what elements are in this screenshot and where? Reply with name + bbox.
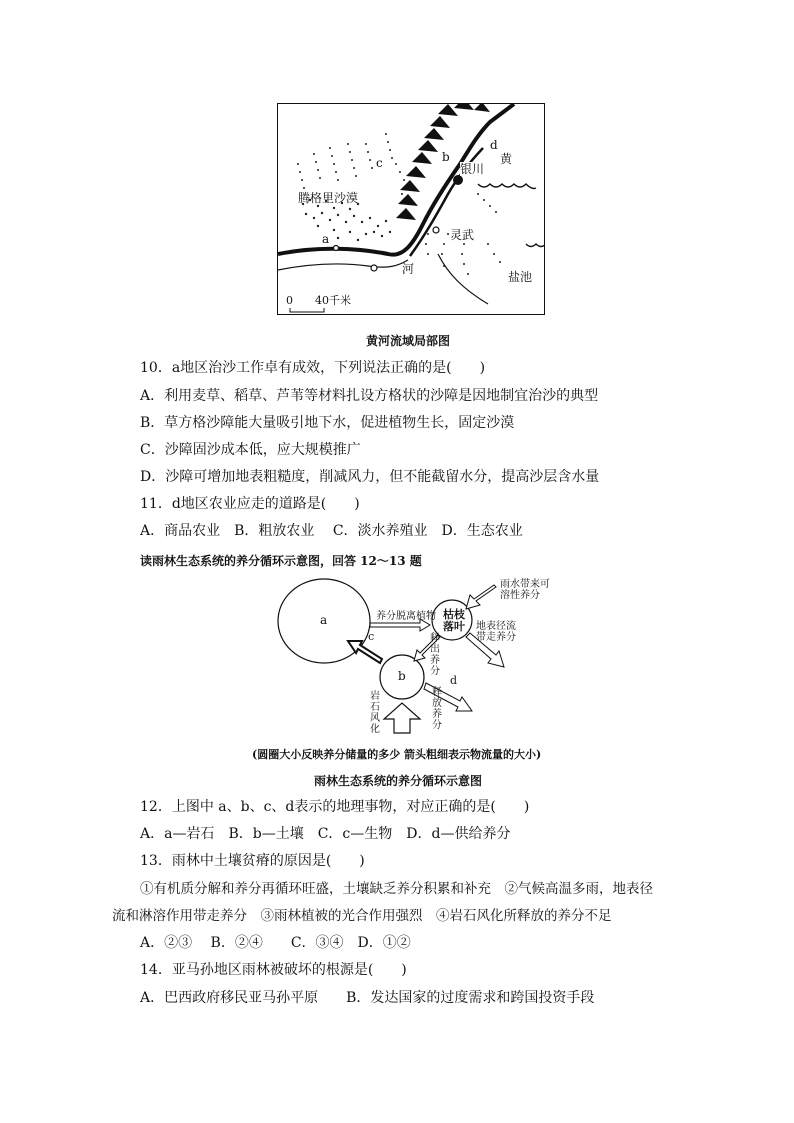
lingwu-label: 灵武 [450, 228, 475, 242]
q13-line2: 流和淋溶作用带走养分 ③雨林植被的光合作用强烈 ④岩石风化所释放的养分不足 [112, 908, 612, 924]
q10-stem: 10．a地区治沙工作卓有成效，下列说法正确的是( ) [140, 360, 486, 376]
map-drawing [278, 104, 545, 315]
yellow-river-map [277, 103, 545, 315]
q13-options: A．②③ B．②④ C．③④ D．①② [140, 935, 411, 951]
weathering-label: 岩 石 风 化 [370, 691, 380, 735]
runoff-label: 地表径流 带走养分 [476, 621, 516, 643]
huang-label: 黄 [500, 152, 513, 166]
q12-options: A．a—岩石 B．b—土壤 C．c—生物 D．d—供给养分 [140, 826, 511, 842]
q10-option-b: B．草方格沙障能大量吸引地下水，促进植物生长，固定沙漠 [140, 415, 515, 431]
arrow-c-label: c [368, 630, 375, 643]
nutrient-cycle-diagram [270, 573, 570, 743]
diagram-b-label: b [398, 669, 406, 683]
q14-stem: 14．亚马孙地区雨林被破坏的根源是( ) [140, 962, 407, 978]
q13-stem: 13．雨林中土壤贫瘠的原因是( ) [140, 853, 365, 869]
absorb-label: 养分脱离植物 [376, 611, 436, 622]
release1-label: 释 出 养 分 [430, 633, 440, 677]
release2-label: 释 放 养 分 [432, 687, 442, 731]
q10-option-c: C．沙障固沙成本低，应大规模推广 [140, 442, 361, 458]
q11-stem: 11．d地区农业应走的道路是( ) [140, 496, 360, 512]
scale-label: 0 40千米 [286, 294, 351, 307]
rain-label: 雨水带来可 溶性养分 [500, 579, 550, 601]
q11-options: A．商品农业 B．粗放农业 C．淡水养殖业 D．生态农业 [140, 523, 523, 539]
q10-option-d: D．沙障可增加地表粗糙度，削减风力，但不能截留水分，提高沙层含水量 [140, 469, 600, 485]
yinchuan-marker [453, 175, 463, 185]
litter-label: 枯枝 落叶 [443, 608, 465, 633]
diagram-caption: 雨林生态系统的养分循环示意图 [314, 774, 483, 788]
yanchi-label: 盐池 [508, 270, 533, 284]
point-a-label: a [322, 232, 330, 246]
he-label: 河 [402, 262, 415, 276]
point-d-label: d [490, 138, 498, 152]
q12-stem: 12．上图中 a、b、c、d表示的地理事物，对应正确的是( ) [140, 799, 530, 815]
arrow-d-label: d [450, 674, 458, 687]
diagram-a-label: a [320, 613, 328, 627]
section-intro: 读雨林生态系统的养分循环示意图，回答 12～13 题 [140, 554, 422, 568]
diagram-note: (圆圈大小反映养分储量的多少 箭头粗细表示物流量的大小) [252, 748, 542, 761]
q14-options: A．巴西政府移民亚马孙平原 B．发达国家的过度需求和跨国投资手段 [140, 990, 595, 1006]
q10-option-a: A．利用麦草、稻草、芦苇等材料扎设方格状的沙障是因地制宜治沙的典型 [140, 388, 599, 404]
yinchuan-label: 银川 [460, 162, 485, 176]
tengger-desert-label: 腾格里沙漠 [298, 191, 359, 205]
point-b-label: b [442, 150, 450, 164]
map-caption: 黄河流域局部图 [366, 334, 451, 348]
point-c-label: c [376, 156, 383, 170]
q13-line1: ①有机质分解和养分再循环旺盛，土壤缺乏养分积累和补充 ②气候高温多雨，地表径 [140, 881, 653, 897]
